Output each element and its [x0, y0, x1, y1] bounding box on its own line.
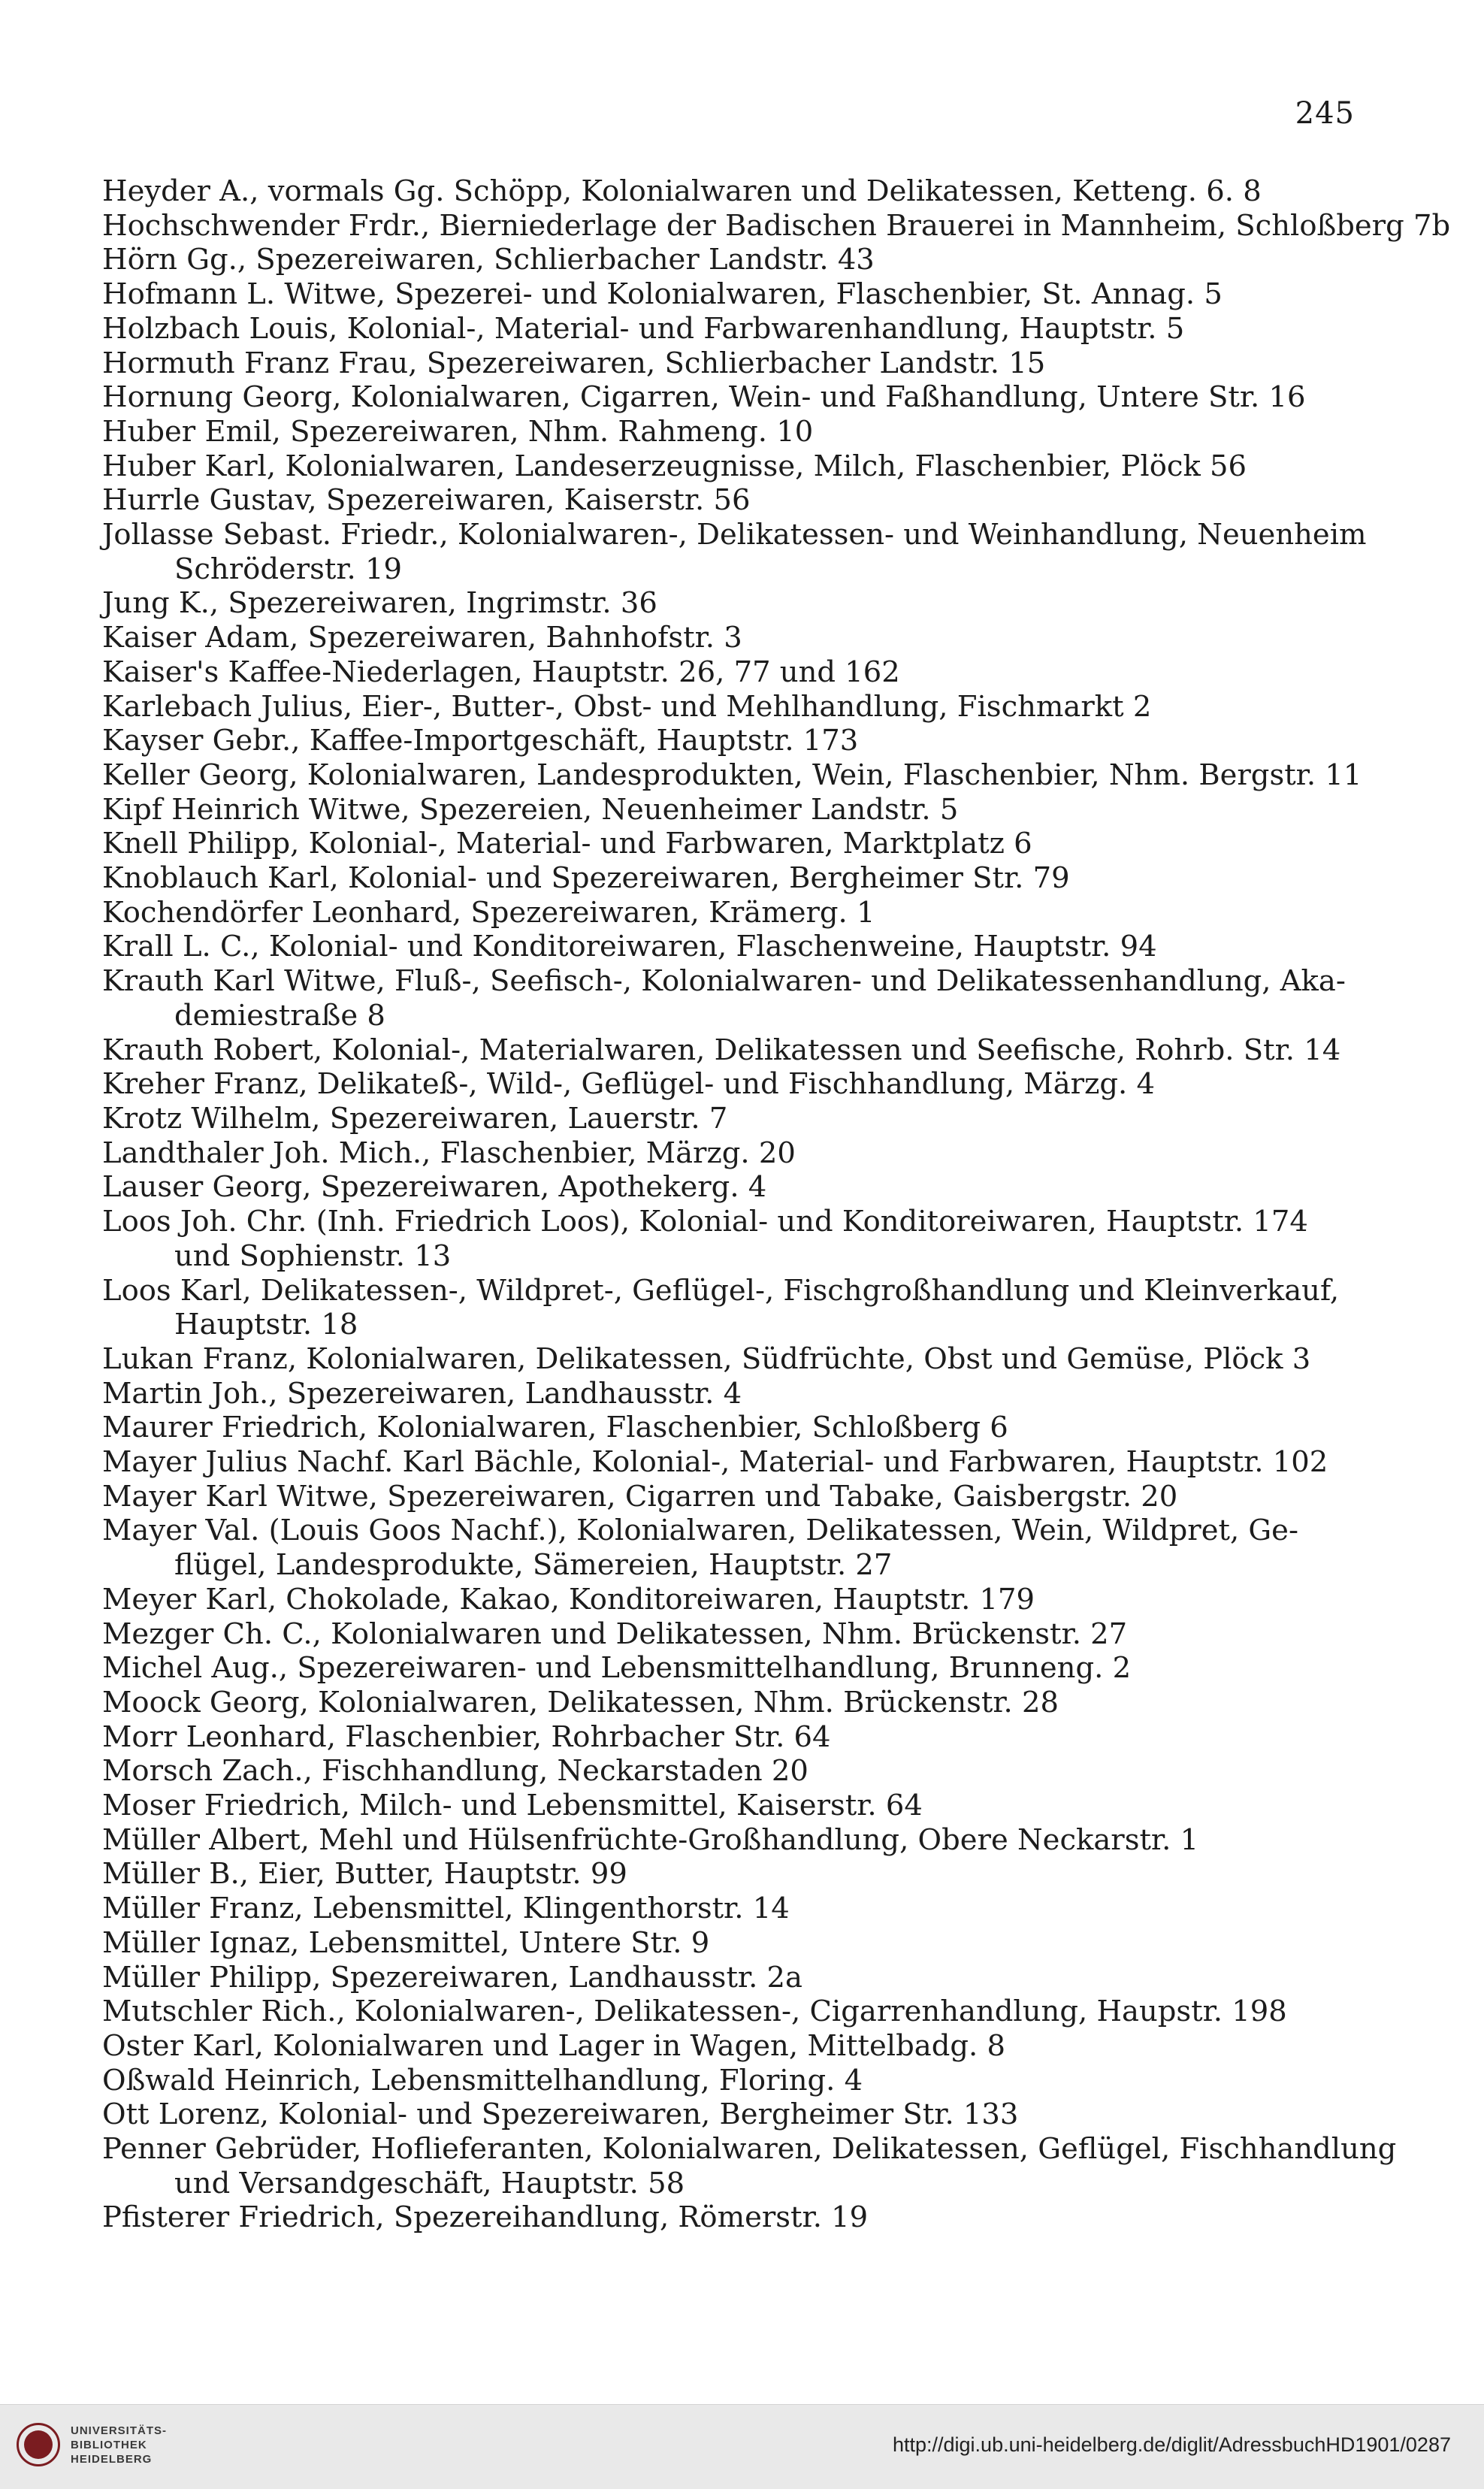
- entry-line: Hurrle Gustav, Spezereiwaren, Kaiserstr. 56: [102, 483, 751, 518]
- directory-entry: [102, 1686, 1372, 1720]
- directory-entry: [102, 1480, 1372, 1514]
- logo-line-2: BIBLIOTHEK: [71, 2438, 147, 2451]
- entry-line: Krotz Wilhelm, Spezereiwaren, Lauerstr. 7: [102, 1101, 728, 1136]
- directory-entry: [102, 483, 1372, 518]
- source-url-link[interactable]: http://digi.ub.uni-heidelberg.de/diglit/AdressbuchHD1901/0287: [892, 2433, 1451, 2456]
- directory-entry: [102, 2097, 1372, 2132]
- directory-entry: [102, 1342, 1372, 1377]
- directory-entry: [102, 208, 1451, 243]
- directory-entry: [102, 896, 1372, 930]
- directory-entry: [102, 724, 1372, 758]
- entry-line: Maurer Friedrich, Kolonialwaren, Flaschenbier, Schloßberg 6: [102, 1411, 1008, 1445]
- directory-entry: [102, 861, 1372, 896]
- entry-line: Lauser Georg, Spezereiwaren, Apothekerg. 4: [102, 1170, 767, 1205]
- directory-entry: [102, 1720, 1372, 1755]
- entry-line: Hornung Georg, Kolonialwaren, Cigarren, Wein- und Faßhandlung, Untere Str. 16: [102, 380, 1306, 415]
- entry-line: Hormuth Franz Frau, Spezereiwaren, Schlierbacher Landstr. 15: [102, 346, 1046, 380]
- directory-entry: [102, 1514, 1372, 1582]
- entry-line: Knell Philipp, Kolonial-, Material- und Farbwaren, Marktplatz 6: [102, 827, 1032, 861]
- directory-entry: [102, 1274, 1372, 1342]
- entry-line: Mayer Karl Witwe, Spezereiwaren, Cigarren und Tabake, Gaisbergstr. 20: [102, 1479, 1178, 1514]
- entry-line: Kaiser's Kaffee-Niederlagen, Hauptstr. 26, 77 und 162: [102, 655, 900, 689]
- entry-continuation: Hauptstr. 18: [174, 1308, 358, 1342]
- entry-line: Huber Emil, Spezereiwaren, Nhm. Rahmeng. 10: [102, 414, 814, 449]
- directory-entry: [102, 1651, 1372, 1686]
- directory-entry: [102, 174, 1372, 209]
- directory-entry: [102, 1170, 1372, 1205]
- directory-entry: [102, 1892, 1372, 1926]
- directory-entry: [102, 1136, 1372, 1171]
- entry-line: Moser Friedrich, Milch- und Lebensmittel, Kaiserstr. 64: [102, 1789, 923, 1823]
- directory-entry: [102, 2064, 1372, 2098]
- directory-entry: [102, 758, 1372, 793]
- footer-bar: [0, 2404, 1484, 2489]
- entry-line: Mayer Val. (Louis Goos Nachf.), Kolonialwaren, Delikatessen, Wein, Wildpret, Ge-: [102, 1514, 1298, 1548]
- entry-line: Mayer Julius Nachf. Karl Bächle, Kolonial-, Material- und Farbwaren, Hauptstr. 102: [102, 1445, 1328, 1480]
- entry-line: Müller B., Eier, Butter, Hauptstr. 99: [102, 1857, 627, 1892]
- directory-entry: [102, 793, 1372, 827]
- entry-line: Jollasse Sebast. Friedr., Kolonialwaren-, Delikatessen- und Weinhandlung, Neuenheim: [102, 518, 1367, 552]
- directory-entry: [102, 1961, 1372, 1995]
- directory-entry: [102, 586, 1372, 621]
- entry-continuation: flügel, Landesprodukte, Sämereien, Hauptstr. 27: [174, 1548, 893, 1583]
- directory-entry: [102, 449, 1372, 484]
- directory-entry: [102, 1033, 1372, 1068]
- entry-line: Kaiser Adam, Spezereiwaren, Bahnhofstr. 3: [102, 621, 742, 655]
- logo-line-1: UNIVERSITÄTS-: [71, 2424, 168, 2437]
- entry-continuation: und Versandgeschäft, Hauptstr. 58: [174, 2166, 685, 2200]
- directory-entry: [102, 415, 1372, 449]
- directory-entry: [102, 1583, 1372, 1617]
- directory-entry: [102, 1823, 1372, 1858]
- directory-entry: [102, 1205, 1372, 1273]
- entry-line: Knoblauch Karl, Kolonial- und Spezereiwaren, Bergheimer Str. 79: [102, 861, 1070, 896]
- entry-line: Krauth Robert, Kolonial-, Materialwaren, Delikatessen und Seefische, Rohrb. Str. 14: [102, 1033, 1341, 1067]
- page-number: 245: [1295, 96, 1355, 131]
- entry-line: Loos Joh. Chr. (Inh. Friedrich Loos), Kolonial- und Konditoreiwaren, Hauptstr. 174: [102, 1205, 1308, 1239]
- directory-entry: [102, 2200, 1372, 2235]
- entry-line: Hörn Gg., Spezereiwaren, Schlierbacher Landstr. 43: [102, 243, 875, 277]
- entry-line: Kreher Franz, Delikateß-, Wild-, Geflügel- und Fischhandlung, Märzg. 4: [102, 1067, 1155, 1102]
- logo-line-3: HEIDELBERG: [71, 2452, 153, 2466]
- directory-entry: [102, 1789, 1372, 1823]
- entry-line: Kochendörfer Leonhard, Spezereiwaren, Krämerg. 1: [102, 895, 875, 930]
- entry-line: Morsch Zach., Fischhandlung, Neckarstaden 20: [102, 1754, 808, 1789]
- entry-continuation: und Sophienstr. 13: [174, 1238, 452, 1273]
- entry-line: Müller Philipp, Spezereiwaren, Landhausstr. 2a: [102, 1960, 803, 1995]
- entry-line: Müller Franz, Lebensmittel, Klingenthorstr. 14: [102, 1892, 790, 1926]
- directory-entry: [102, 930, 1372, 964]
- entry-line: Holzbach Louis, Kolonial-, Material- und Farbwarenhandlung, Hauptstr. 5: [102, 311, 1185, 346]
- entry-line: Oster Karl, Kolonialwaren und Lager in Wagen, Mittelbadg. 8: [102, 2028, 1005, 2063]
- directory-entry: [102, 655, 1372, 690]
- directory-entry: [102, 1754, 1372, 1789]
- directory-entry: [102, 1411, 1372, 1445]
- entry-line: Huber Karl, Kolonialwaren, Landeserzeugnisse, Milch, Flaschenbier, Plöck 56: [102, 449, 1247, 483]
- entry-line: Mutschler Rich., Kolonialwaren-, Delikatessen-, Cigarrenhandlung, Haupstr. 198: [102, 1995, 1287, 2029]
- library-logo[interactable]: [17, 2423, 167, 2466]
- directory-entry: [102, 277, 1372, 312]
- entry-line: Keller Georg, Kolonialwaren, Landesprodukten, Wein, Flaschenbier, Nhm. Bergstr. 11: [102, 758, 1362, 792]
- entry-line: Lukan Franz, Kolonialwaren, Delikatessen, Südfrüchte, Obst und Gemüse, Plöck 3: [102, 1341, 1311, 1376]
- directory-entry: [102, 346, 1372, 381]
- entry-line: Oßwald Heinrich, Lebensmittelhandlung, Floring. 4: [102, 2063, 863, 2097]
- directory-entry: [102, 1445, 1372, 1480]
- entry-line: Ott Lorenz, Kolonial- und Spezereiwaren, Bergheimer Str. 133: [102, 2097, 1019, 2132]
- directory-entry: [102, 1995, 1372, 2029]
- entry-line: Jung K., Spezereiwaren, Ingrimstr. 36: [102, 586, 657, 621]
- entry-line: Heyder A., vormals Gg. Schöpp, Kolonialwaren und Delikatessen, Ketteng. 6. 8: [102, 174, 1262, 208]
- entry-line: Meyer Karl, Chokolade, Kakao, Konditoreiwaren, Hauptstr. 179: [102, 1582, 1035, 1616]
- entry-line: Kipf Heinrich Witwe, Spezereien, Neuenheimer Landstr. 5: [102, 792, 959, 827]
- entry-line: Mezger Ch. C., Kolonialwaren und Delikatessen, Nhm. Brückenstr. 27: [102, 1616, 1128, 1651]
- entry-line: Hofmann L. Witwe, Spezerei- und Kolonialwaren, Flaschenbier, St. Annag. 5: [102, 277, 1223, 312]
- directory-entry: [102, 1857, 1372, 1892]
- entry-line: Loos Karl, Delikatessen-, Wildpret-, Geflügel-, Fischgroßhandlung und Kleinverkauf,: [102, 1273, 1340, 1308]
- entry-line: Morr Leonhard, Flaschenbier, Rohrbacher Str. 64: [102, 1719, 831, 1754]
- entry-line: Hochschwender Frdr., Bierniederlage der Badischen Brauerei in Mannheim, Schloßberg 7b: [102, 208, 1451, 243]
- entry-continuation: Schröderstr. 19: [174, 552, 403, 586]
- library-name: [71, 2424, 167, 2466]
- directory-entry: [102, 1102, 1372, 1136]
- entry-line: Krauth Karl Witwe, Fluß-, Seefisch-, Kolonialwaren- und Delikatessenhandlung, Aka-: [102, 964, 1346, 999]
- entry-line: Kayser Gebr., Kaffee-Importgeschäft, Hauptstr. 173: [102, 724, 859, 758]
- directory-entry: [102, 964, 1372, 1033]
- directory-entry: [102, 243, 1372, 277]
- directory-entry: [102, 621, 1372, 655]
- entry-line: Müller Ignaz, Lebensmittel, Untere Str. 9: [102, 1925, 710, 1960]
- directory-entry: [102, 1617, 1372, 1652]
- directory-entry: [102, 2029, 1372, 2064]
- directory-entry: [102, 380, 1372, 415]
- directory-entry: [102, 690, 1372, 724]
- entry-continuation: demiestraße 8: [174, 998, 385, 1033]
- directory-entry: [102, 518, 1372, 586]
- directory-entry: [102, 1067, 1372, 1102]
- entry-line: Karlebach Julius, Eier-, Butter-, Obst- und Mehlhandlung, Fischmarkt 2: [102, 689, 1152, 724]
- entry-line: Pfisterer Friedrich, Spezereihandlung, Römerstr. 19: [102, 2200, 869, 2235]
- directory-entry: [102, 1926, 1372, 1961]
- directory-entry: [102, 1377, 1372, 1411]
- entry-line: Martin Joh., Spezereiwaren, Landhausstr. 4: [102, 1376, 742, 1411]
- entry-line: Krall L. C., Kolonial- und Konditoreiwaren, Flaschenweine, Hauptstr. 94: [102, 930, 1157, 964]
- entry-line: Landthaler Joh. Mich., Flaschenbier, Märzg. 20: [102, 1136, 796, 1170]
- directory-entry: [102, 312, 1372, 346]
- entry-line: Müller Albert, Mehl und Hülsenfrüchte-Großhandlung, Obere Neckarstr. 1: [102, 1822, 1199, 1857]
- directory-entry: [102, 2132, 1397, 2200]
- entry-line: Penner Gebrüder, Hoflieferanten, Kolonialwaren, Delikatessen, Geflügel, Fischhandlung: [102, 2132, 1397, 2167]
- university-seal-icon: [17, 2423, 60, 2466]
- directory-entries: [102, 174, 1451, 2235]
- entry-line: Michel Aug., Spezereiwaren- und Lebensmittelhandlung, Brunneng. 2: [102, 1651, 1132, 1686]
- directory-entry: [102, 827, 1372, 861]
- entry-line: Moock Georg, Kolonialwaren, Delikatessen, Nhm. Brückenstr. 28: [102, 1685, 1059, 1719]
